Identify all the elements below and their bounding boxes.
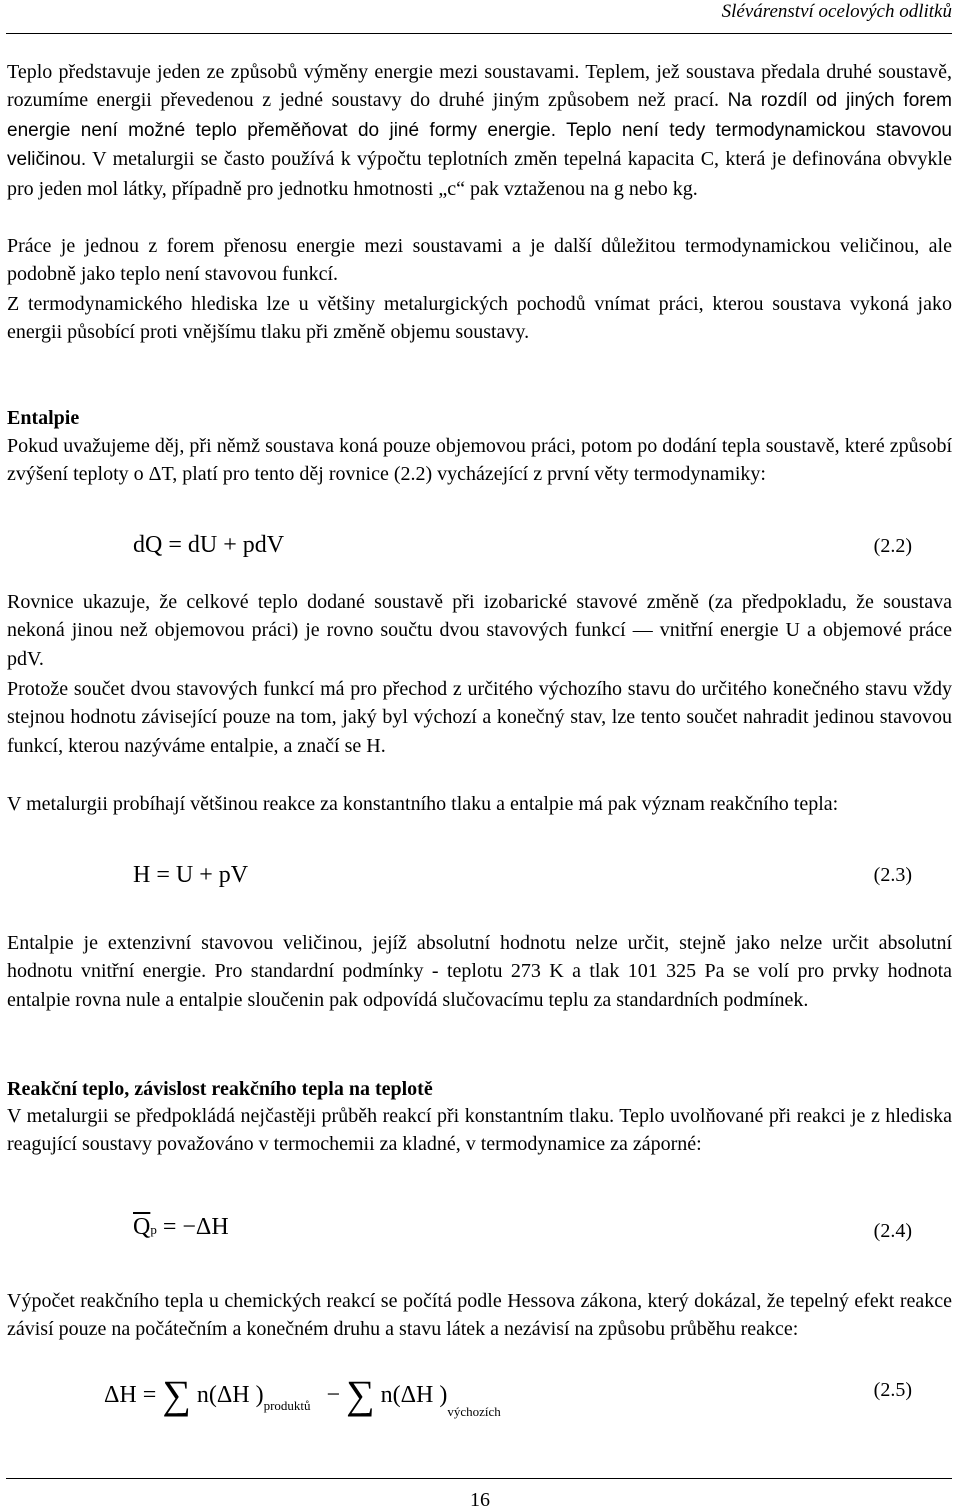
intro-paragraph-3: Z termodynamického hlediska lze u většiny metalurgických pochodů vnímat práci, kterou soustava vykoná jako energii působící proti vnějšímu tlaku při změně objemu soustavy. — [7, 293, 952, 344]
reakcni-paragraph-2: Výpočet reakčního tepla u chemických reakcí se počítá podle Hessova zákona, který dokázal, že tepelný efekt reakce závisí pouze na počátečním a konečném druhu a stavu látek a nezávisí na způsobu průběhu reakce: — [7, 1290, 952, 1341]
equation-2-5-term-2: n(ΔH ) — [380, 1382, 448, 1408]
sum-symbol-1: ∑ — [162, 1372, 191, 1417]
equation-2-5-subscript-2: výchozích — [447, 1404, 501, 1419]
equation-2-5-minus: − — [326, 1382, 341, 1408]
entalpie-paragraph-2: Rovnice ukazuje, že celkové teplo dodané soustavě při izobarické stavové změně (za předpokladu, že soustava nekoná jinou než objemovou práci) je rovno součtu dvou stavových funkcí — vnitřní energie U a objemové práce pdV. — [7, 591, 952, 670]
page-number: 16 — [470, 1489, 490, 1511]
equation-2-2: dQ = dU + pdV — [133, 532, 285, 558]
intro-paragraph-2: Práce je jednou z forem přenosu energie mezi soustavami a je další důležitou termodynamickou veličinou, ale podobně jako teplo není stavovou funkcí. — [7, 235, 952, 286]
section-heading-reakcni-teplo: Reakční teplo, závislost reakčního tepla na teplotě — [7, 1078, 433, 1100]
entalpie-paragraph-4: V metalurgii probíhají většinou reakce za konstantního tlaku a entalpie má pak význam reakčního tepla: — [7, 793, 839, 815]
intro-paragraph-1 — [7, 58, 952, 203]
intro-text-serif: Teplo představuje jeden ze způsobů výměny energie mezi soustavami. Teplem, jež soustava předala druhé soustavě, rozumíme energii převedenou z jedné soustavy do druhé jiným způsobem než prací. — [7, 61, 952, 112]
entalpie-paragraph-5a: Entalpie je extenzivní stavovou veličinou, jejíž absolutní hodnotu nelze určit, stejně jako nelze určit absolutní hodnotu vnitřní energie. — [7, 932, 952, 983]
equation-2-4-number: (2.4) — [873, 1220, 912, 1242]
equation-2-4-rhs: = −ΔH — [162, 1214, 229, 1240]
entalpie-paragraph-1: Pokud uvažujeme děj, při němž soustava koná pouze objemovou práci, potom po dodání tepla soustavě, které způsobí zvýšení teploty o ΔT, platí pro tento děj rovnice (2.2) vycházející z první věty termodynamiky: — [7, 435, 952, 486]
equation-2-2-number: (2.2) — [873, 535, 912, 557]
equation-2-5-term-1: n(ΔH ) — [196, 1382, 264, 1408]
equation-2-3-number: (2.3) — [873, 864, 912, 886]
footer-divider — [6, 1478, 952, 1479]
equation-2-4-subscript: p — [150, 1222, 157, 1237]
reakcni-paragraph-1: V metalurgii se předpokládá nejčastěji průběh reakcí při konstantním tlaku. Teplo uvolňované při reakci je z hlediska reagující soustavy považováno v termochemii za kladné, v termodynamice za záporné: — [7, 1105, 952, 1156]
entalpie-paragraph-5b: Pro standardní podmínky - teplotu 273 K a tlak 101 325 Pa se volí pro prvky hodnota entalpie rovna nule a entalpie sloučenin pak odpovídá slučovacímu teplu za standardních podmínek. — [7, 960, 952, 1011]
equation-2-5 — [104, 1372, 501, 1427]
header-divider — [6, 33, 952, 34]
equation-2-4-q: $\overline{Q}$ — [133, 1214, 151, 1240]
equation-2-3: H = U + pV — [133, 862, 249, 888]
equation-2-5-subscript-1: produktů — [263, 1398, 311, 1413]
sum-symbol-2: ∑ — [346, 1372, 375, 1417]
running-header: Slévárenství ocelových odlitků — [721, 1, 952, 22]
section-heading-entalpie: Entalpie — [7, 407, 80, 429]
entalpie-paragraph-3: Protože součet dvou stavových funkcí má pro přechod z určitého výchozího stavu do určitého konečného stavu vždy stejnou hodnotu závisející pouze na tom, jaký byl výchozí a konečný stav, lze tento součet nahradit jedinou stavovou funkcí, kterou nazýváme entalpie, a značí se H. — [7, 678, 952, 757]
intro-text-serif-2: V metalurgii se často používá k výpočtu teplotních změn tepelná kapacita C, která je definována obvykle pro jeden mol látky, případně pro jednotku hmotnosti „c“ pak vztaženou na g nebo kg. — [7, 148, 952, 200]
equation-2-5-number: (2.5) — [873, 1379, 912, 1401]
entalpie-paragraph-5 — [7, 929, 952, 1014]
equation-2-5-lhs: ΔH = — [104, 1382, 157, 1408]
intro-text-sans: Na rozdíl od jiných forem energie není možné teplo přeměňovat do jiné formy energie. Teplo není tedy termodynamickou stavovou veličinou. — [7, 90, 952, 171]
equation-2-4 — [133, 1212, 229, 1245]
